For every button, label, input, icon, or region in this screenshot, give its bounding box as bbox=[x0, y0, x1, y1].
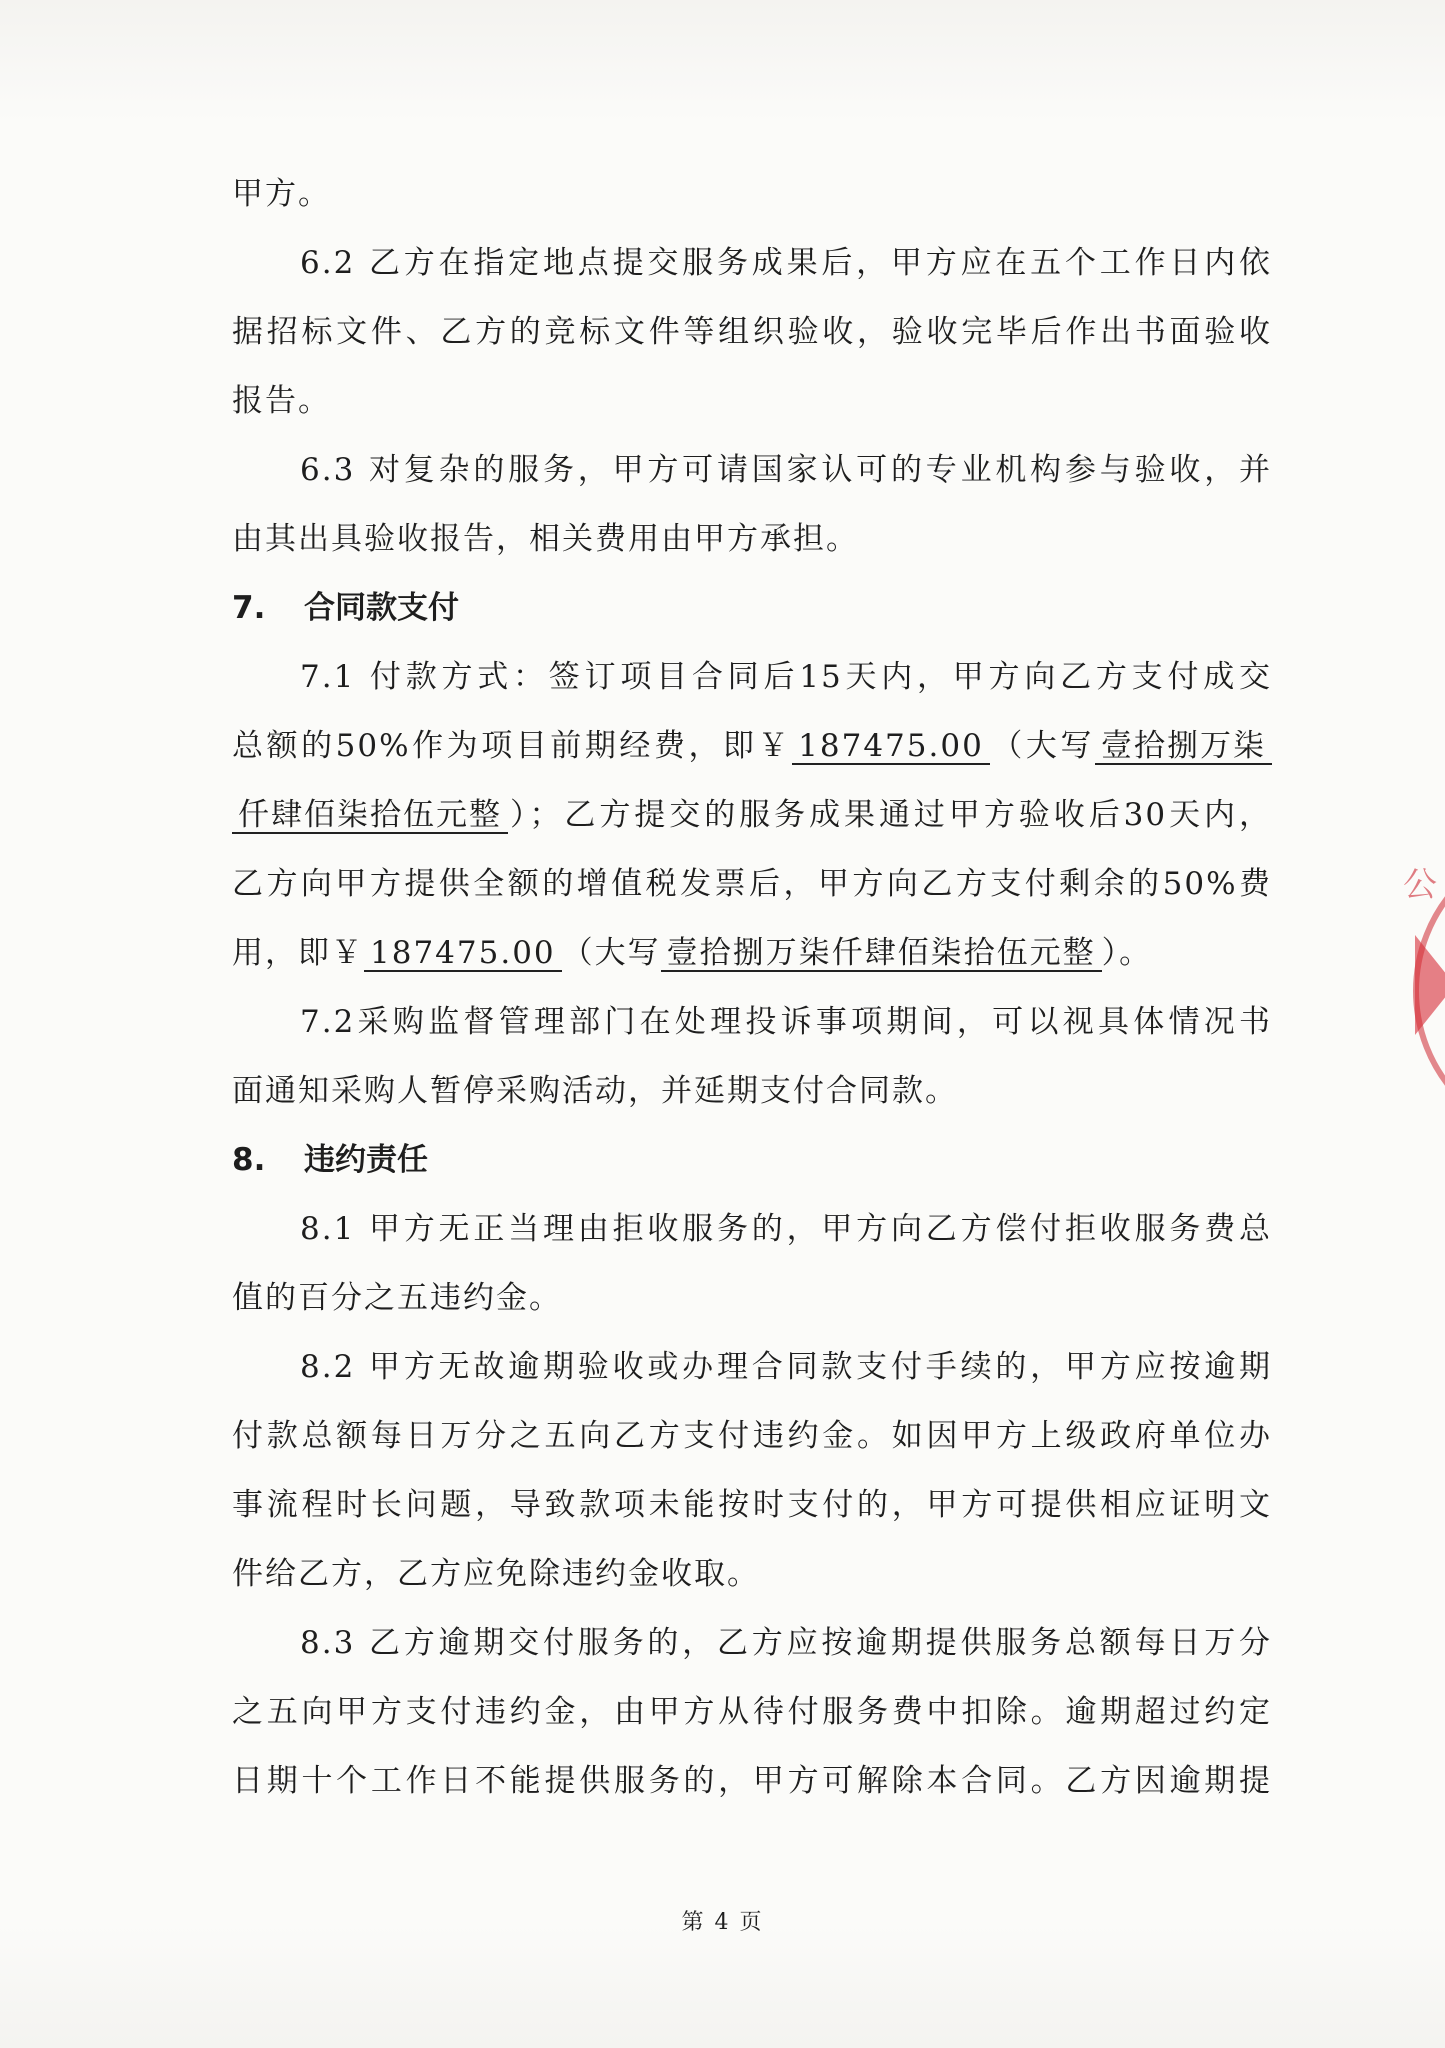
section-heading bbox=[232, 1126, 1272, 1195]
red-seal-stamp bbox=[1395, 835, 1445, 1145]
text-line: 8.3 乙方逾期交付服务的，乙方应按逾期提供服务总额每日万分 bbox=[300, 1625, 1272, 1661]
text-line bbox=[232, 712, 1272, 781]
section-title: 合同款支付 bbox=[304, 590, 459, 626]
text-fragment: （大写 bbox=[989, 728, 1095, 764]
text-fragment: 总额的50%作为项目前期经费，即￥ bbox=[232, 728, 793, 764]
underlined-fill-in: 壹拾捌万柒 bbox=[1095, 729, 1272, 765]
page-number: 第 4 页 bbox=[681, 1910, 764, 1935]
text-line: 事流程时长问题，导致款项未能按时支付的，甲方可提供相应证明文 bbox=[232, 1487, 1272, 1523]
stamp-star bbox=[1415, 935, 1445, 1035]
document-body bbox=[232, 160, 1272, 1816]
text-fragment: ）。 bbox=[1101, 935, 1153, 971]
section-title: 违约责任 bbox=[304, 1142, 428, 1178]
text-line: 7.1 付款方式：签订项目合同后15天内，甲方向乙方支付成交 bbox=[300, 659, 1272, 695]
stamp-glyph: 公 bbox=[1403, 865, 1437, 905]
section-heading bbox=[232, 574, 1272, 643]
text-line: 6.2 乙方在指定地点提交服务成果后，甲方应在五个工作日内依 bbox=[300, 245, 1272, 281]
text-line: 付款总额每日万分之五向乙方支付违约金。如因甲方上级政府单位办 bbox=[232, 1418, 1272, 1454]
text-line: 8.2 甲方无故逾期验收或办理合同款支付手续的，甲方应按逾期 bbox=[300, 1349, 1272, 1385]
section-number: 7. bbox=[232, 590, 266, 626]
text-line: 值的百分之五违约金。 bbox=[232, 1280, 562, 1316]
text-fragment: （大写 bbox=[561, 935, 661, 971]
underlined-fill-in: 仟肆佰柒拾伍元整 bbox=[232, 798, 508, 834]
text-line: 报告。 bbox=[232, 383, 331, 419]
text-line bbox=[232, 919, 1272, 988]
text-line: 据招标文件、乙方的竞标文件等组织验收，验收完毕后作出书面验收 bbox=[232, 314, 1272, 350]
text-line: 由其出具验收报告，相关费用由甲方承担。 bbox=[232, 521, 859, 557]
text-line: 7.2采购监督管理部门在处理投诉事项期间，可以视具体情况书 bbox=[300, 1004, 1272, 1040]
text-line: 之五向甲方支付违约金，由甲方从待付服务费中扣除。逾期超过约定 bbox=[232, 1694, 1272, 1730]
text-line: 甲方。 bbox=[232, 176, 331, 212]
text-line: 面通知采购人暂停采购活动，并延期支付合同款。 bbox=[232, 1073, 958, 1109]
text-line: 6.3 对复杂的服务，甲方可请国家认可的专业机构参与验收，并 bbox=[300, 452, 1272, 488]
text-line: 乙方向甲方提供全额的增值税发票后，甲方向乙方支付剩余的50%费 bbox=[232, 866, 1272, 902]
underlined-fill-in: 壹拾捌万柒仟肆佰柒拾伍元整 bbox=[661, 936, 1102, 972]
underlined-fill-in: 187475.00 bbox=[792, 729, 990, 765]
text-fragment: 用，即￥ bbox=[232, 935, 364, 971]
section-number: 8. bbox=[232, 1142, 266, 1178]
text-line: 8.1 甲方无正当理由拒收服务的，甲方向乙方偿付拒收服务费总 bbox=[300, 1211, 1272, 1247]
underlined-fill-in: 187475.00 bbox=[364, 936, 562, 972]
text-fragment: ）；乙方提交的服务成果通过甲方验收后30天内， bbox=[508, 797, 1272, 833]
text-line: 件给乙方，乙方应免除违约金收取。 bbox=[232, 1556, 760, 1592]
text-line: 日期十个工作日不能提供服务的，甲方可解除本合同。乙方因逾期提 bbox=[232, 1763, 1272, 1799]
text-line bbox=[232, 781, 1272, 850]
